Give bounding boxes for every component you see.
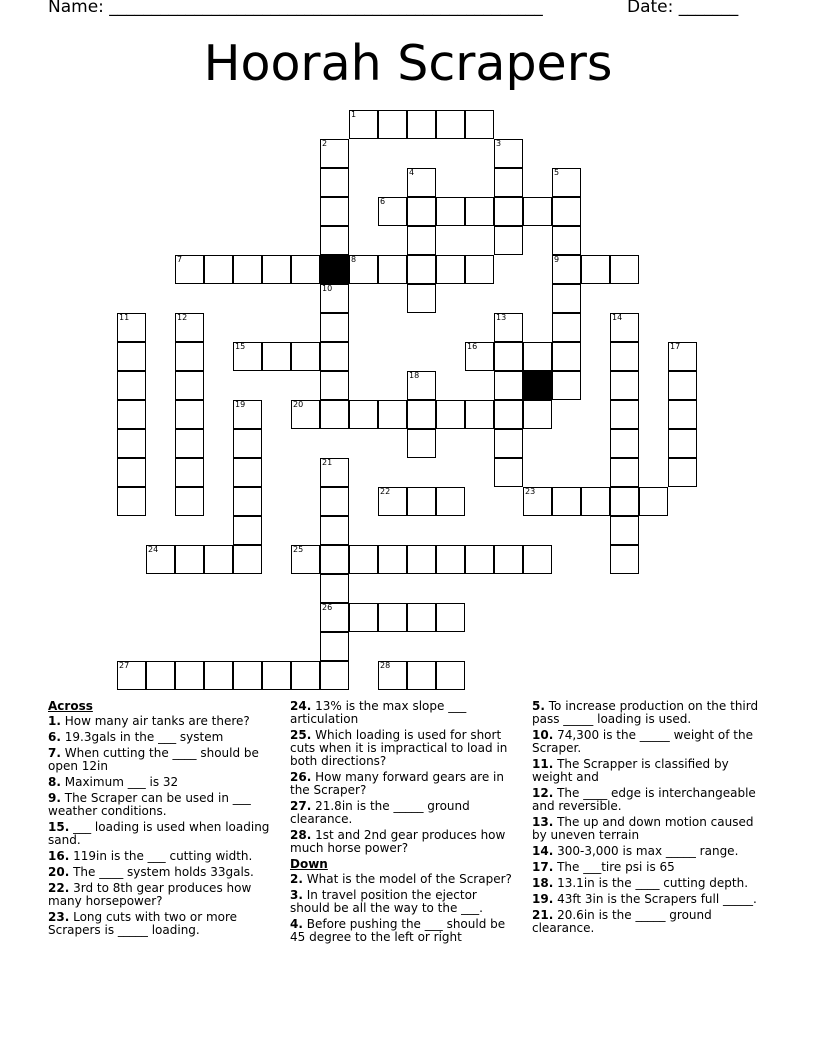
clue-item (532, 909, 762, 935)
clue-number: 21 (322, 458, 333, 467)
clue-item (532, 787, 762, 813)
clue-item (48, 821, 278, 847)
grid-cell[interactable] (204, 545, 233, 574)
grid-cell[interactable] (436, 661, 465, 690)
clue-text: In travel position the ejector should be all the way to the ___. (290, 888, 483, 915)
grid-cell[interactable] (436, 603, 465, 632)
grid-cell[interactable] (407, 226, 436, 255)
grid-cell[interactable] (668, 429, 697, 458)
grid-cell[interactable] (610, 371, 639, 400)
grid-cell[interactable] (581, 255, 610, 284)
grid-cell[interactable] (436, 110, 465, 139)
grid-cell[interactable] (494, 400, 523, 429)
grid-cell[interactable] (117, 313, 146, 342)
clue-number: 14. (532, 844, 554, 858)
grid-cell[interactable] (204, 661, 233, 690)
grid-cell[interactable] (668, 400, 697, 429)
grid-cell[interactable] (175, 371, 204, 400)
black-square (523, 371, 552, 400)
clue-number: 9. (48, 791, 61, 805)
grid-cell[interactable] (407, 197, 436, 226)
clue-number: 25 (293, 545, 304, 554)
clue-item (290, 873, 520, 886)
grid-cell[interactable] (407, 284, 436, 313)
clue-number: 15 (235, 342, 246, 351)
grid-cell[interactable] (436, 255, 465, 284)
grid-cell[interactable] (465, 255, 494, 284)
clue-text: How many forward gears are in the Scraper? (290, 770, 504, 797)
grid-cell[interactable] (320, 139, 349, 168)
clue-item (532, 845, 762, 858)
grid-cell[interactable] (291, 342, 320, 371)
grid-cell[interactable] (610, 342, 639, 371)
clue-text: What is the model of the Scraper? (306, 872, 512, 886)
clue-number: 2. (290, 872, 303, 886)
grid-cell[interactable] (175, 458, 204, 487)
clue-text: 300-3,000 is max _____ range. (557, 844, 739, 858)
clue-text: 13.1in is the ____ cutting depth. (557, 876, 749, 890)
clue-number: 28. (290, 828, 312, 842)
clue-number: 20 (293, 400, 304, 409)
grid-cell[interactable] (610, 545, 639, 574)
grid-cell[interactable] (494, 545, 523, 574)
grid-cell[interactable] (146, 545, 175, 574)
grid-cell[interactable] (291, 400, 320, 429)
grid-cell[interactable] (320, 545, 349, 574)
clue-number: 16. (48, 849, 70, 863)
grid-cell[interactable] (262, 255, 291, 284)
grid-cell[interactable] (465, 342, 494, 371)
clue-number: 7. (48, 746, 61, 760)
clue-number: 17 (670, 342, 681, 351)
grid-cell[interactable] (349, 400, 378, 429)
clue-item (290, 700, 520, 726)
clue-number: 5. (532, 699, 545, 713)
clue-number: 5 (554, 168, 560, 177)
clue-number: 13 (496, 313, 507, 322)
grid-cell[interactable] (407, 429, 436, 458)
clue-number: 22. (48, 881, 70, 895)
grid-cell[interactable] (523, 545, 552, 574)
grid-cell[interactable] (407, 545, 436, 574)
clue-item (532, 729, 762, 755)
clue-item (290, 829, 520, 855)
grid-cell[interactable] (117, 429, 146, 458)
grid-cell[interactable] (320, 197, 349, 226)
grid-cell[interactable] (552, 226, 581, 255)
grid-cell[interactable] (668, 371, 697, 400)
clue-number: 7 (177, 255, 183, 264)
grid-cell[interactable] (320, 632, 349, 661)
grid-cell[interactable] (552, 255, 581, 284)
grid-cell[interactable] (668, 458, 697, 487)
clue-number: 10 (322, 284, 333, 293)
grid-cell[interactable] (233, 429, 262, 458)
grid-cell[interactable] (494, 313, 523, 342)
grid-cell[interactable] (233, 487, 262, 516)
grid-cell[interactable] (233, 458, 262, 487)
grid-cell[interactable] (407, 371, 436, 400)
clue-number: 28 (380, 661, 391, 670)
clue-item (290, 889, 520, 915)
date-field[interactable]: Date: _______ (627, 0, 739, 17)
clue-number: 24. (290, 699, 312, 713)
grid-cell[interactable] (436, 545, 465, 574)
clue-text: 20.6in is the _____ ground clearance. (532, 908, 712, 935)
grid-cell[interactable] (610, 516, 639, 545)
grid-cell[interactable] (262, 661, 291, 690)
clue-item (532, 893, 762, 906)
grid-cell[interactable] (320, 342, 349, 371)
grid-cell[interactable] (117, 661, 146, 690)
grid-cell[interactable] (262, 342, 291, 371)
clue-text: 1st and 2nd gear produces how much horse power? (290, 828, 506, 855)
grid-cell[interactable] (610, 400, 639, 429)
clue-item (48, 776, 278, 789)
grid-cell[interactable] (349, 110, 378, 139)
clue-number: 6 (380, 197, 386, 206)
grid-cell[interactable] (233, 545, 262, 574)
clue-text: Before pushing the ___ should be 45 degree to the left or right (290, 917, 506, 944)
grid-cell[interactable] (320, 313, 349, 342)
grid-cell[interactable] (407, 661, 436, 690)
clue-item (532, 877, 762, 890)
clue-item (532, 758, 762, 784)
grid-cell[interactable] (378, 545, 407, 574)
clue-item (532, 861, 762, 874)
grid-cell[interactable] (175, 545, 204, 574)
clue-number: 26. (290, 770, 312, 784)
clue-number: 9 (554, 255, 560, 264)
clue-number: 11 (119, 313, 130, 322)
grid-cell[interactable] (523, 197, 552, 226)
grid-cell[interactable] (494, 197, 523, 226)
grid-cell[interactable] (378, 661, 407, 690)
clue-number: 3 (496, 139, 502, 148)
grid-cell[interactable] (320, 603, 349, 632)
clue-item (48, 747, 278, 773)
clue-column-3 (532, 700, 762, 938)
grid-cell[interactable] (233, 255, 262, 284)
clue-text: 13% is the max slope ___ articulation (290, 699, 467, 726)
grid-cell[interactable] (407, 110, 436, 139)
grid-cell[interactable] (494, 371, 523, 400)
clue-text: 74,300 is the _____ weight of the Scraper. (532, 728, 753, 755)
grid-cell[interactable] (175, 342, 204, 371)
grid-cell[interactable] (668, 342, 697, 371)
grid-cell[interactable] (291, 255, 320, 284)
clue-number: 27 (119, 661, 130, 670)
grid-cell[interactable] (378, 197, 407, 226)
grid-cell[interactable] (175, 255, 204, 284)
clue-text: To increase production on the third pass _____ loading is used. (532, 699, 759, 726)
grid-cell[interactable] (117, 342, 146, 371)
grid-cell[interactable] (320, 284, 349, 313)
clue-item (48, 882, 278, 908)
grid-cell[interactable] (494, 139, 523, 168)
grid-cell[interactable] (320, 226, 349, 255)
clue-text: 43ft 3in is the Scrapers full _____. (557, 892, 757, 906)
clue-number: 4. (290, 917, 303, 931)
clue-item (532, 700, 762, 726)
clue-text: Which loading is used for short cuts when it is impractical to load in both directions? (290, 728, 508, 768)
grid-cell[interactable] (407, 603, 436, 632)
grid-cell[interactable] (407, 487, 436, 516)
grid-cell[interactable] (552, 197, 581, 226)
clue-item (290, 800, 520, 826)
grid-cell[interactable] (320, 487, 349, 516)
clue-number: 6. (48, 730, 61, 744)
clue-item (48, 792, 278, 818)
clue-text: Maximum ___ is 32 (64, 775, 179, 789)
clue-text: How many air tanks are there? (64, 714, 250, 728)
name-field[interactable]: Name: ___________________________________________________ (48, 0, 543, 17)
grid-cell[interactable] (465, 400, 494, 429)
clue-text: The Scrapper is classified by weight and (532, 757, 729, 784)
grid-cell[interactable] (378, 255, 407, 284)
clue-number: 27. (290, 799, 312, 813)
grid-cell[interactable] (320, 574, 349, 603)
grid-cell[interactable] (175, 661, 204, 690)
grid-cell[interactable] (320, 400, 349, 429)
grid-cell[interactable] (117, 487, 146, 516)
grid-cell[interactable] (407, 400, 436, 429)
grid-cell[interactable] (117, 458, 146, 487)
grid-cell[interactable] (523, 342, 552, 371)
grid-cell[interactable] (175, 429, 204, 458)
clue-item (48, 866, 278, 879)
clue-number: 13. (532, 815, 554, 829)
clue-text: 21.8in is the _____ ground clearance. (290, 799, 470, 826)
grid-cell[interactable] (436, 487, 465, 516)
grid-cell[interactable] (204, 255, 233, 284)
grid-cell[interactable] (407, 168, 436, 197)
clue-number: 22 (380, 487, 391, 496)
clue-number: 2 (322, 139, 328, 148)
grid-cell[interactable] (494, 342, 523, 371)
grid-cell[interactable] (494, 458, 523, 487)
clue-number: 24 (148, 545, 159, 554)
grid-cell[interactable] (523, 487, 552, 516)
grid-cell[interactable] (639, 487, 668, 516)
clue-number: 21. (532, 908, 554, 922)
grid-cell[interactable] (233, 661, 262, 690)
grid-cell[interactable] (552, 487, 581, 516)
clue-number: 1. (48, 714, 61, 728)
grid-cell[interactable] (552, 342, 581, 371)
clue-number: 16 (467, 342, 478, 351)
clue-item (532, 816, 762, 842)
black-square (320, 255, 349, 284)
grid-cell[interactable] (610, 313, 639, 342)
grid-cell[interactable] (436, 400, 465, 429)
clue-number: 11. (532, 757, 554, 771)
grid-cell[interactable] (378, 603, 407, 632)
grid-cell[interactable] (552, 168, 581, 197)
clue-text: When cutting the ____ should be open 12in (48, 746, 259, 773)
clue-number: 4 (409, 168, 415, 177)
clue-column-2 (290, 700, 520, 947)
clue-number: 19. (532, 892, 554, 906)
grid-cell[interactable] (320, 661, 349, 690)
grid-cell[interactable] (465, 110, 494, 139)
clue-column-1 (48, 700, 278, 940)
clue-number: 8 (351, 255, 357, 264)
grid-cell[interactable] (465, 545, 494, 574)
clue-text: The up and down motion caused by uneven terrain (532, 815, 754, 842)
grid-cell[interactable] (610, 255, 639, 284)
section-heading-across: Across (48, 699, 93, 713)
clue-number: 17. (532, 860, 554, 874)
clue-item (290, 771, 520, 797)
clue-number: 19 (235, 400, 246, 409)
clue-number: 15. (48, 820, 70, 834)
grid-cell[interactable] (552, 284, 581, 313)
grid-cell[interactable] (378, 110, 407, 139)
grid-cell[interactable] (610, 458, 639, 487)
grid-cell[interactable] (494, 168, 523, 197)
clue-item (48, 715, 278, 728)
grid-cell[interactable] (378, 400, 407, 429)
grid-cell[interactable] (465, 197, 494, 226)
grid-cell[interactable] (320, 458, 349, 487)
clue-number: 3. (290, 888, 303, 902)
grid-cell[interactable] (349, 545, 378, 574)
grid-cell[interactable] (291, 545, 320, 574)
clue-item (48, 850, 278, 863)
clue-number: 25. (290, 728, 312, 742)
grid-cell[interactable] (233, 342, 262, 371)
clue-number: 18 (409, 371, 420, 380)
clue-number: 12. (532, 786, 554, 800)
grid-cell[interactable] (407, 255, 436, 284)
grid-cell[interactable] (610, 487, 639, 516)
grid-cell[interactable] (494, 429, 523, 458)
grid-cell[interactable] (552, 313, 581, 342)
clue-number: 18. (532, 876, 554, 890)
grid-cell[interactable] (581, 487, 610, 516)
clue-text: 19.3gals in the ___ system (64, 730, 224, 744)
clue-text: 3rd to 8th gear produces how many horsepower? (48, 881, 252, 908)
grid-cell[interactable] (233, 516, 262, 545)
grid-cell[interactable] (233, 400, 262, 429)
clue-text: ___ loading is used when loading sand. (48, 820, 270, 847)
grid-cell[interactable] (552, 371, 581, 400)
grid-cell[interactable] (291, 661, 320, 690)
grid-cell[interactable] (349, 603, 378, 632)
grid-cell[interactable] (523, 400, 552, 429)
grid-cell[interactable] (320, 371, 349, 400)
clue-item (290, 918, 520, 944)
clue-number: 8. (48, 775, 61, 789)
clue-item (48, 731, 278, 744)
grid-cell[interactable] (378, 487, 407, 516)
page-title: Hoorah Scrapers (203, 35, 613, 92)
grid-cell[interactable] (320, 516, 349, 545)
grid-cell[interactable] (320, 168, 349, 197)
grid-cell[interactable] (117, 371, 146, 400)
grid-cell[interactable] (494, 226, 523, 255)
clue-number: 26 (322, 603, 333, 612)
clue-number: 20. (48, 865, 70, 879)
grid-cell[interactable] (175, 313, 204, 342)
clue-text: Long cuts with two or more Scrapers is _____ loading. (48, 910, 238, 937)
clue-text: The ____ system holds 33gals. (73, 865, 254, 879)
grid-cell[interactable] (117, 400, 146, 429)
clue-number: 14 (612, 313, 623, 322)
grid-cell[interactable] (146, 661, 175, 690)
grid-cell[interactable] (175, 487, 204, 516)
clue-text: The ___tire psi is 65 (557, 860, 675, 874)
clue-item (290, 729, 520, 768)
grid-cell[interactable] (175, 400, 204, 429)
clue-item (48, 911, 278, 937)
section-heading-down: Down (290, 857, 328, 871)
clue-text: The ____ edge is interchangeable and reversible. (532, 786, 756, 813)
grid-cell[interactable] (610, 429, 639, 458)
grid-cell[interactable] (436, 197, 465, 226)
grid-cell[interactable] (349, 255, 378, 284)
clue-number: 1 (351, 110, 357, 119)
clue-number: 23. (48, 910, 70, 924)
clue-number: 23 (525, 487, 536, 496)
clue-text: 119in is the ___ cutting width. (73, 849, 253, 863)
clue-number: 12 (177, 313, 188, 322)
clue-text: The Scraper can be used in ___ weather conditions. (48, 791, 251, 818)
clue-number: 10. (532, 728, 554, 742)
